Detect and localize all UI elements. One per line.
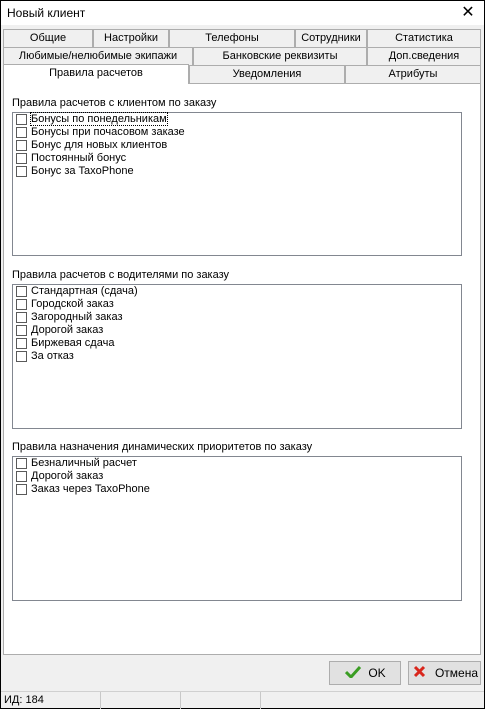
cross-icon [411, 663, 429, 685]
client-rules-list[interactable] [12, 112, 462, 256]
list-item[interactable]: Городской заказ [13, 298, 461, 311]
list-item[interactable]: Стандартная (сдача) [13, 285, 461, 298]
driver-rules-list[interactable] [12, 284, 462, 429]
list-item[interactable]: За отказ [13, 350, 461, 363]
list-item[interactable]: Безналичный расчет [13, 457, 461, 470]
tab-settings[interactable]: Настройки [93, 29, 169, 47]
priority-rules-list[interactable] [12, 456, 462, 601]
list-item[interactable]: Бонусы при почасовом заказе [13, 126, 461, 139]
close-icon[interactable]: ✕ [461, 4, 475, 21]
checkbox[interactable] [16, 325, 27, 336]
tab-favorite-crews[interactable]: Любимые/нелюбимые экипажи [3, 47, 193, 65]
tab-extra-info[interactable]: Доп.сведения [367, 47, 481, 65]
checkbox[interactable] [16, 286, 27, 297]
list-item[interactable]: Загородный заказ [13, 311, 461, 324]
checkbox[interactable] [16, 166, 27, 177]
client-id-text: ИД: 184 [4, 694, 44, 706]
list-item[interactable]: Бонус за TaxoPhone [13, 165, 461, 178]
cancel-button[interactable] [408, 661, 481, 685]
checkbox[interactable] [16, 114, 27, 125]
tab-notifications[interactable]: Уведомления [189, 65, 345, 83]
status-bar [1, 691, 484, 708]
tab-employees[interactable]: Сотрудники [295, 29, 367, 47]
client-rules-label: Правила расчетов с клиентом по заказу [12, 97, 217, 109]
title-bar [1, 1, 484, 25]
dialog-button-bar [1, 656, 484, 691]
checkbox[interactable] [16, 471, 27, 482]
list-item[interactable]: Дорогой заказ [13, 470, 461, 483]
list-item[interactable]: Дорогой заказ [13, 324, 461, 337]
driver-rules-label: Правила расчетов с водителями по заказу [12, 269, 230, 281]
list-item[interactable]: Биржевая сдача [13, 337, 461, 350]
cancel-button-label: Отмена [434, 666, 479, 680]
tab-bank-details[interactable]: Банковские реквизиты [193, 47, 367, 65]
ok-button[interactable] [329, 661, 401, 685]
window-title: Новый клиент [7, 6, 86, 20]
list-item[interactable]: Постоянный бонус [13, 152, 461, 165]
status-segment [101, 692, 181, 709]
status-segment [181, 692, 261, 709]
tab-payment-rules[interactable]: Правила расчетов [3, 64, 189, 84]
checkbox[interactable] [16, 458, 27, 469]
checkbox[interactable] [16, 140, 27, 151]
status-segment-id [1, 692, 101, 709]
checkbox[interactable] [16, 312, 27, 323]
payment-rules-panel [3, 83, 481, 655]
tab-statistics[interactable]: Статистика [367, 29, 481, 47]
list-item[interactable]: Бонус для новых клиентов [13, 139, 461, 152]
checkbox[interactable] [16, 299, 27, 310]
tab-phones[interactable]: Телефоны [169, 29, 295, 47]
check-icon [344, 663, 362, 685]
priority-rules-label: Правила назначения динамических приоритетов по заказу [12, 441, 313, 453]
checkbox[interactable] [16, 153, 27, 164]
checkbox[interactable] [16, 127, 27, 138]
tab-general[interactable]: Общие [3, 29, 93, 47]
checkbox[interactable] [16, 351, 27, 362]
checkbox[interactable] [16, 484, 27, 495]
list-item[interactable]: Бонусы по понедельникам [13, 113, 461, 126]
list-item[interactable]: Заказ через TaxoPhone [13, 483, 461, 496]
checkbox[interactable] [16, 338, 27, 349]
ok-button-label: OK [368, 666, 386, 680]
tab-attributes[interactable]: Атрибуты [345, 65, 481, 83]
